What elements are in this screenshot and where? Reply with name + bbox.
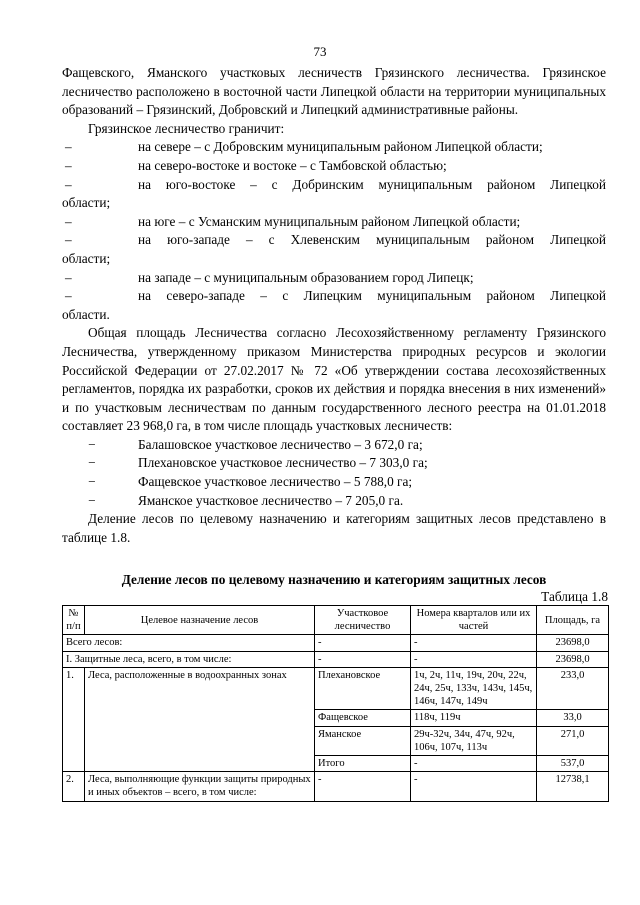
dash-marker: – [65,232,72,248]
dash-marker: – [65,176,72,192]
dash-marker: − [88,492,96,508]
paragraph-borders-lead: Грязинское лесничество граничит: [88,120,285,136]
header-quarters: Номера кварталов или их частей [411,606,537,635]
borders-list [62,138,606,324]
table-row: Всего лесов: - - 23698,0 [63,635,609,651]
list-item: – на северо-западе – с Липецким муниципальным районом Липецкой [62,287,606,306]
list-item: − Фащевское участковое лесничество – 5 788,0 га; [62,473,606,492]
table-label: Таблица 1.8 [541,589,608,604]
table-row: I. Защитные леса, всего, в том числе: - - 23698,0 [63,651,609,667]
list-item: – на юго-востоке – с Добринским муниципальным районом Липецкой [62,176,606,195]
dash-marker: – [65,157,72,173]
table-row: 2. Леса, выполняющие функции защиты природных и иных объектов – всего, в том числе: - - 12738,1 [63,772,609,801]
list-item: – на западе – с муниципальным образованием город Липецк; [62,269,606,288]
dash-marker: – [65,288,72,304]
table-row: 1. Леса, расположенные в водоохранных зонах Плехановское 1ч, 2ч, 11ч, 19ч, 20ч, 22ч, 24ч, 25ч, 133ч, 143ч, 145ч, 146ч, 147ч, 149ч 233,0 [63,667,609,710]
list-item-continuation: области; [62,195,111,211]
dash-marker: – [65,139,72,155]
paragraph-intro: Фащевского, Яманского участковых лесничеств Грязинского лесничества. Грязинское лесничество расположено в восточной части Липецкой области на территории муниципальных образований – Грязинский, Добровский и Липецкий административные районы. [62,65,606,118]
list-item: – на юго-западе – с Хлевенским муниципальным районом Липецкой [62,231,606,250]
list-item: − Плехановское участковое лесничество – 7 303,0 га; [62,454,606,473]
body-text [62,64,606,547]
dash-marker: − [88,455,96,471]
paragraph-table-ref: Деление лесов по целевому назначению и категориям защитных лесов представлено в таблице 1.8. [62,511,606,545]
list-item-continuation: области; [62,250,111,266]
table-title: Деление лесов по целевому назначению и категориям защитных лесов [121,572,547,587]
header-area: Площадь, га [537,606,609,635]
table-row: Фащевское 118ч, 119ч 33,0 [63,710,609,726]
header-num: № п/п [63,606,85,635]
dash-marker: – [65,269,72,285]
list-item-continuation: области. [62,306,110,322]
table-header-row [63,606,609,635]
list-item: − Балашовское участковое лесничество – 3 672,0 га; [62,436,606,455]
header-district: Участковое лесничество [315,606,411,635]
dash-marker: − [88,436,96,452]
list-item: − Яманское участковое лесничество – 7 205,0 га. [62,492,606,511]
list-item: – на юге – с Усманским муниципальным районом Липецкой области; [62,213,606,232]
page-number: 73 [313,44,327,59]
dash-marker: − [88,474,96,490]
header-purpose: Целевое назначение лесов [85,606,315,635]
areas-list [62,436,606,510]
list-item: – на севере – с Добровским муниципальным районом Липецкой области; [62,138,606,157]
forest-division-table [62,605,609,802]
table-row: Яманское 29ч-32ч, 34ч, 47ч, 92ч, 106ч, 107ч, 113ч 271,0 [63,726,609,755]
list-item: – на северо-востоке и востоке – с Тамбовской областью; [62,157,606,176]
table-row: Итого - 537,0 [63,756,609,772]
paragraph-total-area: Общая площадь Лесничества согласно Лесохозяйственному регламенту Грязинского Лесничества, утвержденному приказом Министерства природных ресурсов и экологии Российской Федерации от 27.02.2017 № 72 «Об утверждении состава лесохозяйственных регламентов, порядка их разработки, сроков их действия и порядка внесения в них изменений» и по участковым лесничествам по данным государственного лесного реестра на 01.01.2018 составляет 23 968,0 га, в том числе площадь участковых лесничеств: [62,325,606,434]
dash-marker: – [65,213,72,229]
